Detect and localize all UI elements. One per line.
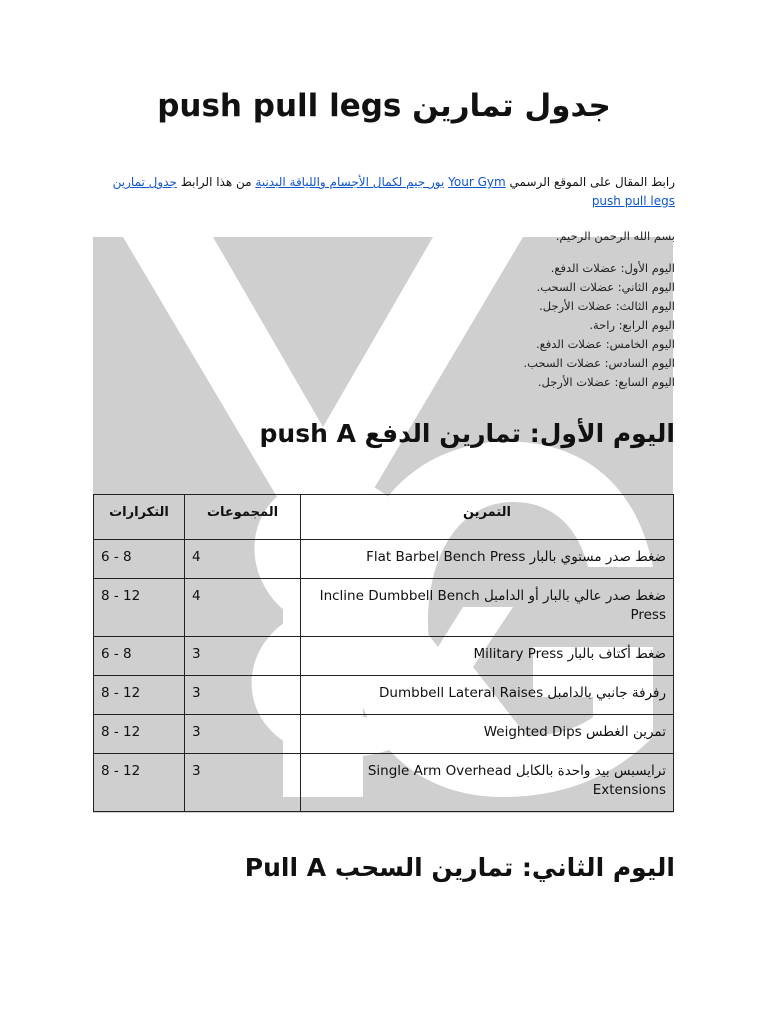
day-line: اليوم السادس: عضلات السحب. (523, 356, 675, 370)
exercise-cell: تمرين الغطس Weighted Dips (301, 715, 674, 754)
sets-header: المجموعات (185, 495, 301, 540)
day-line: اليوم الرابع: راحة. (589, 318, 675, 332)
site-name-link[interactable]: Your Gym (448, 175, 506, 189)
article-link[interactable]: جدول تمارين push pull legs (112, 175, 675, 208)
table-row (94, 637, 674, 676)
day2-heading: اليوم الثاني: تمارين السحب Pull A (244, 853, 675, 882)
sets-cell: 4 (185, 579, 301, 637)
source-prefix: رابط المقال على الموقع الرسمي (509, 175, 675, 189)
exercise-cell: رفرفة جانبي بالدامبل Dumbbell Lateral Raises (301, 676, 674, 715)
sets-cell: 3 (185, 676, 301, 715)
reps-cell: 6 - 8 (94, 540, 185, 579)
day-line: اليوم الثالث: عضلات الأرجل. (539, 299, 675, 313)
exercise-cell: ضغط أكتاف بالبار Military Press (301, 637, 674, 676)
site-tagline-link[interactable]: يور جيم لكمال الأجسام واللياقة البدنية (255, 175, 445, 189)
sets-cell: 3 (185, 715, 301, 754)
intro-text (93, 227, 675, 392)
day-line: اليوم الخامس: عضلات الدفع. (535, 337, 675, 351)
reps-cell: 8 - 12 (94, 754, 185, 812)
table-row (94, 715, 674, 754)
table-row (94, 579, 674, 637)
day-line: اليوم السابع: عضلات الأرجل. (537, 375, 675, 389)
reps-header: التكرارات (94, 495, 185, 540)
sets-cell: 3 (185, 637, 301, 676)
table-row (94, 676, 674, 715)
sets-cell: 3 (185, 754, 301, 812)
table-header-row (94, 495, 674, 540)
reps-cell: 8 - 12 (94, 579, 185, 637)
day1-heading: اليوم الأول: تمارين الدفع push A (259, 419, 675, 448)
exercise-cell: ترايسبس بيد واحدة بالكابل Single Arm Overhead Extensions (301, 754, 674, 812)
table-row (94, 540, 674, 579)
basmala: بسم الله الرحمن الرحيم. (555, 229, 675, 243)
source-line (93, 173, 675, 211)
table-row (94, 754, 674, 812)
day-line: اليوم الأول: عضلات الدفع. (550, 261, 675, 275)
exercise-cell: ضغط صدر عالي بالبار أو الدامبل Incline Dumbbell Bench Press (301, 579, 674, 637)
source-middle: من هذا الرابط (180, 175, 252, 189)
reps-cell: 6 - 8 (94, 637, 185, 676)
reps-cell: 8 - 12 (94, 676, 185, 715)
exercise-header: التمرين (301, 495, 674, 540)
push-a-table (93, 494, 674, 812)
exercise-cell: ضغط صدر مستوي بالبار Flat Barbel Bench Press (301, 540, 674, 579)
day-line: اليوم الثاني: عضلات السحب. (536, 280, 675, 294)
reps-cell: 8 - 12 (94, 715, 185, 754)
page-title: جدول تمارين push pull legs (157, 88, 611, 124)
sets-cell: 4 (185, 540, 301, 579)
